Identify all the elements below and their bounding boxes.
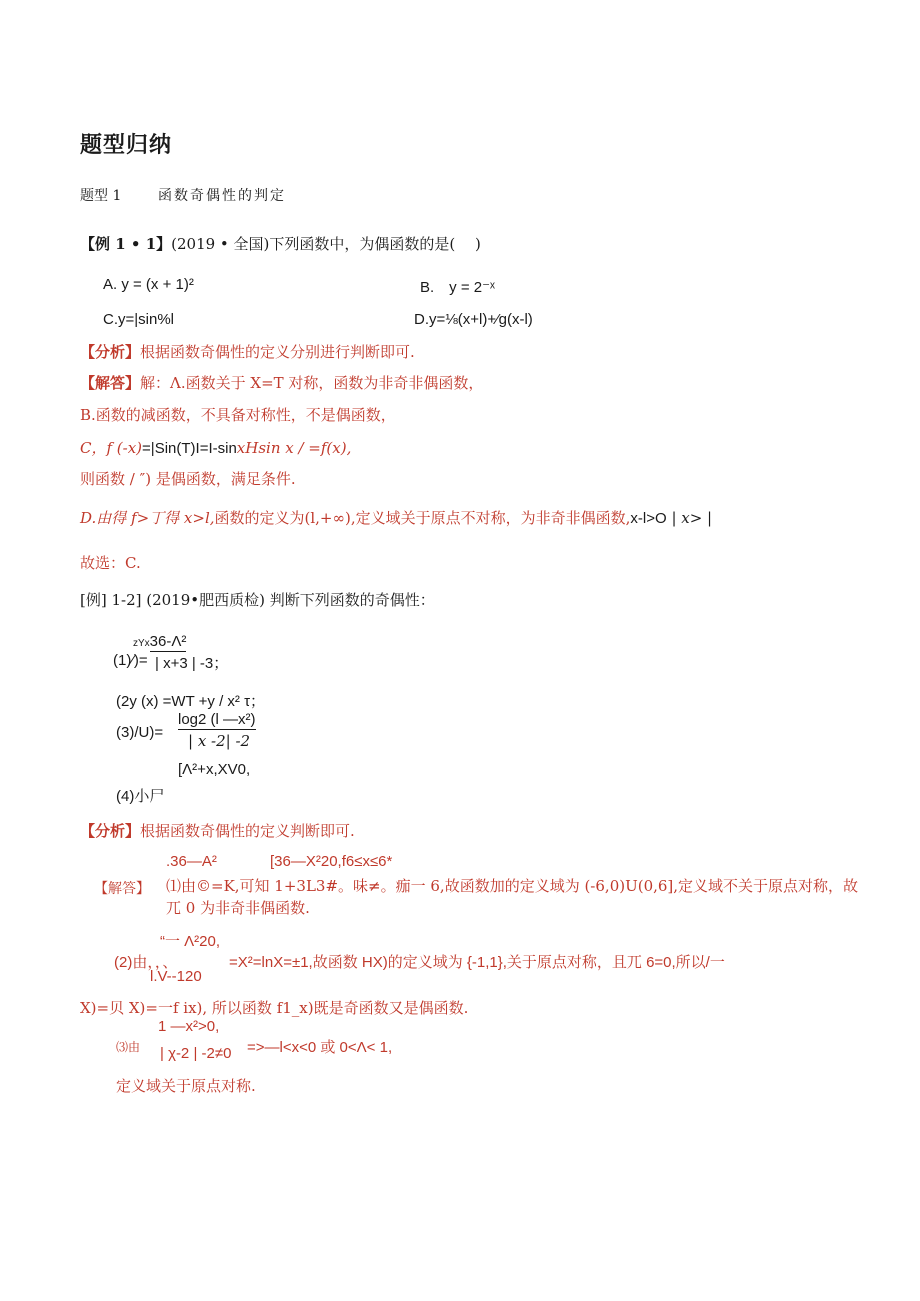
f3-denominator: | x -2| -2 (188, 732, 251, 750)
analysis-1-tag: 【分析】 (80, 343, 141, 361)
solution-1-text: 解：Λ.函数关于 X=T 对称，函数为非奇非偶函数， (140, 374, 484, 392)
solution-1-line-3-a: C，f (-x) (80, 439, 143, 457)
solution-1-line-2: B.函数的减函数，不具备对称性，不是偶函数， (80, 406, 396, 424)
f1-denominator: | x+3 | -3； (155, 655, 229, 672)
solution-1-line-5-a: D.由得 f>丁得 x>l, (80, 509, 215, 527)
example-1-tag: 【例 1 • 1】 (80, 235, 172, 253)
solution-2-3-bottom: | χ-2 | -2≠0 (160, 1045, 232, 1062)
solution-1-line-4: 则函数 / ″) 是偶函数，满足条件. (80, 470, 296, 488)
solution-1-tag: 【解答】 (80, 374, 141, 392)
option-d: D.y=⅛(x+l)+⁄g(x-l) (414, 311, 533, 328)
f1-label: (1)⁄)= (113, 652, 148, 669)
solution-2-1-line: ⑴由©=K,可知 1+3L3#。味≠。痂一 6,故函数加的定义域为 (-6,0)U(0,6],定义域不关于原点对称，故 (166, 877, 859, 895)
solution-2-1-top-b: [36—X²20,f6≤x≤6* (270, 853, 393, 870)
f3-label: (3)/U)= (116, 724, 164, 741)
solution-1-line-3-c: xHsin x / =f(x), (236, 439, 352, 457)
solution-2-3-top: 1 —x²>0, (158, 1018, 220, 1035)
f4-top: [Λ²+x,XV0, (178, 761, 251, 778)
solution-2-3-main: =>—l<x<0 或 0<Λ< 1, (247, 1039, 393, 1056)
solution-2-2-top: “一 Λ²20, (160, 933, 221, 950)
solution-2-3-label: ⑶由 (116, 1040, 141, 1054)
analysis-1-text: 根据函数奇偶性的定义分别进行判断即可. (140, 343, 415, 361)
example-1-question (80, 233, 481, 254)
option-b: B. y = 2⁻ˣ (420, 279, 495, 296)
solution-2-3-line-2: 定义域关于原点对称. (116, 1077, 256, 1095)
solution-2-2-label: (2)由，，、 (114, 954, 178, 971)
section-topic: 函数奇偶性的判定 (158, 188, 286, 204)
solution-1-line-5-b: 函数的定义为(l,+∞),定义域关于原点不对称，为非奇非偶函数, (214, 509, 631, 527)
f1-numerator-text: 36-Λ² (149, 633, 187, 650)
solution-1-line-3 (80, 437, 351, 458)
analysis-2 (80, 820, 355, 841)
solution-2-2-main: =X²=lnX=±1,故函数 HX)的定义域为 {-1,1},关于原点对称，且兀 6=0,所以/一 (229, 954, 725, 971)
solution-2-2-bottom: l.V--120 (150, 968, 202, 985)
f1-numerator-prefix: zYx (133, 638, 150, 649)
page-title: 题型归纳 (80, 133, 173, 158)
f2-expression: (2y (x) =WT +y / x² τ； (116, 693, 265, 710)
example-1-text: (2019 • 全国)下列函数中，为偶函数的是( ) (171, 235, 481, 253)
f3-numerator: log2 (l —x²) (178, 711, 256, 728)
analysis-1 (80, 341, 415, 362)
answer-1: 故选：C. (80, 554, 141, 572)
solution-1-line-1 (80, 372, 483, 393)
solution-2-1-line-2: 兀 0 为非奇非偶函数. (166, 899, 310, 917)
section-label: 题型 1 (80, 188, 122, 204)
f4-label: (4)小尸 (116, 788, 165, 805)
example-2-question: [例] 1-2] (2019•肥西质检) 判断下列函数的奇偶性： (80, 591, 435, 609)
solution-1-line-3-b: =|Sin(T)I=I-sin (142, 440, 237, 457)
analysis-2-text: 根据函数奇偶性的定义判断即可. (140, 822, 355, 840)
analysis-2-tag: 【分析】 (80, 822, 141, 840)
solution-1-line-5-d: | x> | (671, 509, 713, 527)
solution-2-tag: 【解答】 (94, 881, 150, 897)
f1-numerator (133, 631, 186, 650)
solution-2-1-top-a: .36—A² (166, 853, 217, 870)
option-a: A. y = (x + 1)² (103, 276, 194, 293)
option-c: C.y=|sin%l (103, 311, 175, 328)
solution-1-line-5-c: x-l>O (630, 510, 667, 527)
solution-1-line-5 (80, 507, 712, 528)
solution-2-2-line-2: X)=贝 X)=一f ix), 所以函数 f1_x)既是奇函数又是偶函数. (80, 999, 469, 1017)
